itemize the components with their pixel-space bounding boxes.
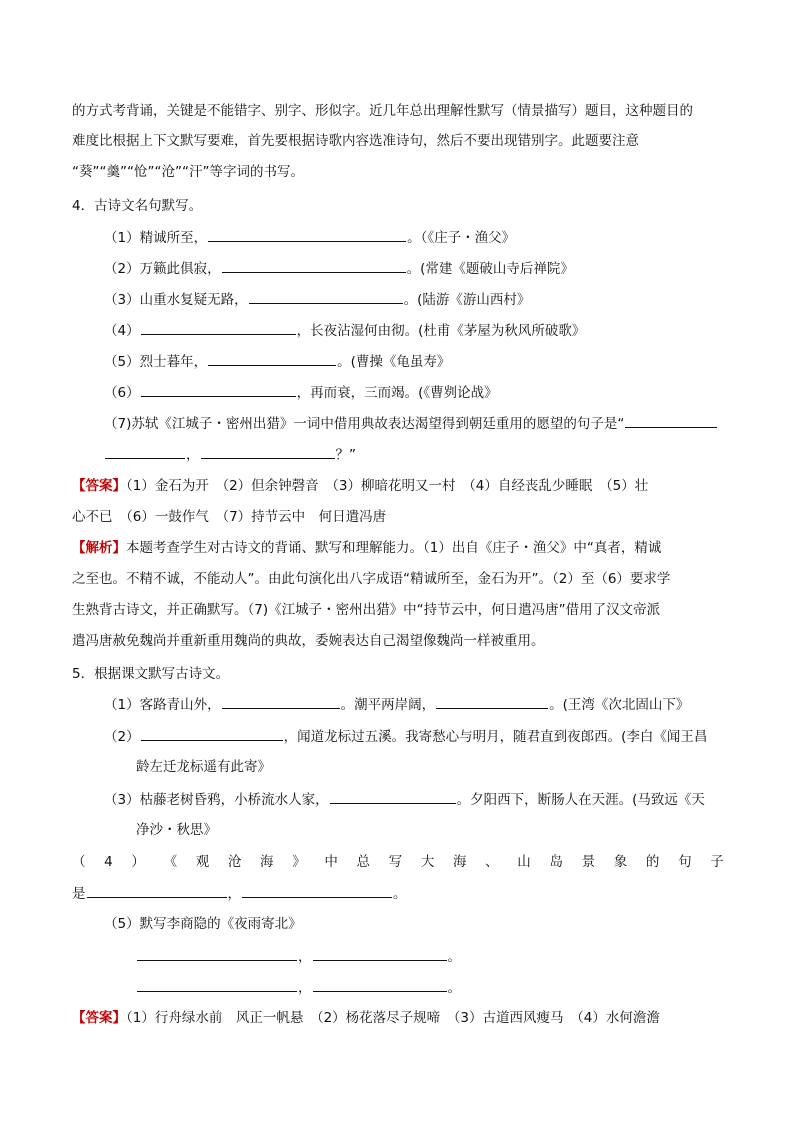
q4-item-1: （1）精诚所至， 。（《庄子・渔父》 [104, 227, 724, 248]
q5-item-5-line-1: ， 。 [136, 946, 724, 967]
q4-item-4: （4） ，长夜沾湿何由彻。(杜甫《茅屋为秋风所破歌》 [104, 320, 724, 341]
q4-analysis-line-3: 生熟背古诗文，并正确默写。（7)《江城子・密州出猎》中“持节云中，何日遣冯唐”借用了汉文帝派 [72, 602, 661, 618]
q4-answer-line-2: 心不已 （6）一鼓作气 （7）持节云中 何日遣冯唐 [72, 509, 387, 525]
justified-char: 子 [710, 854, 724, 870]
justified-char: 《 [163, 854, 178, 870]
justified-char: 岛 [549, 854, 563, 870]
justified-char: 句 [678, 854, 692, 870]
intro-line-2: 难度比根据上下文默写要难，首先要根据诗歌内容选准诗句，然后不要出现错别字。此题要注意 [72, 133, 639, 149]
fill-blank[interactable] [105, 444, 185, 459]
justified-char: 象 [613, 854, 628, 870]
justified-char: 中 [324, 854, 338, 870]
justified-char: （ [72, 854, 86, 870]
justified-char: ） [131, 854, 145, 870]
q4-answer-line-1: 【答案】（1）金石为开 （2）但余钟磬音 （3）柳暗花明又一村 （4）自经丧乱少睡眠 （5）壮 [72, 478, 649, 494]
q5-item-5-line-2: ， 。 [136, 977, 724, 998]
fill-blank[interactable] [222, 258, 406, 273]
intro-line-1: 的方式考背诵，关键是不能错字、别字、形似字。近几年总出理解性默写（情景描写）题目，这种题目的 [72, 103, 693, 119]
q5-title: 5．根据课文默写古诗文。 [72, 666, 230, 682]
fill-blank[interactable] [242, 883, 392, 898]
justified-char: 总 [356, 854, 370, 870]
fill-blank[interactable] [137, 946, 297, 961]
fill-blank[interactable] [222, 694, 340, 709]
analysis-tag: 【解析】 [72, 540, 126, 556]
justified-char: 山 [517, 854, 531, 870]
q4-item-5: （5）烈士暮年， 。(曹操《龟虽寿》 [104, 351, 724, 372]
justified-char: 的 [645, 854, 660, 870]
justified-char: 海 [452, 854, 467, 870]
intro-line-3: “葵”“羹”“怆”“沧”“汗”等字词的书写。 [72, 164, 304, 180]
justified-char: 》 [292, 854, 306, 870]
q4-item-7: （7)苏轼《江城子・密州出猎》一词中借用典故表达渴望得到朝廷重用的愿望的句子是“ [104, 413, 724, 434]
fill-blank[interactable] [137, 977, 297, 992]
answer-tag: 【答案】 [72, 478, 126, 494]
fill-blank[interactable] [208, 351, 336, 366]
justified-char: 、 [485, 854, 499, 870]
q5-item-2-cont: 龄左迁龙标遥有此寄》 [136, 759, 271, 775]
fill-blank[interactable] [201, 444, 335, 459]
fill-blank[interactable] [141, 320, 296, 335]
q5-item-4-cont: 是 ， 。 [72, 883, 724, 904]
q4-analysis-line-4: 遣冯唐赦免魏尚并重新重用魏尚的典故，委婉表达自己渴望像魏尚一样被重用。 [72, 633, 545, 649]
fill-blank[interactable] [249, 289, 403, 304]
q4-item-7-cont: ， ？” [104, 444, 724, 465]
q4-item-6: （6） ，再而衰，三而竭。(《曹刿论战》 [104, 382, 724, 403]
q4-analysis-line-1: 【解析】本题考查学生对古诗文的背诵、默写和理解能力。（1）出自《庄子・渔父》中“真者，精诚 [72, 540, 662, 556]
q5-item-2: （2） ，闻道龙标过五溪。我寄愁心与明月，随君直到夜郎西。(李白《闻王昌 [104, 726, 724, 747]
q5-answer-line-1: 【答案】（1）行舟绿水前 风正一帆悬 （2）杨花落尽子规啼 （3）古道西风瘦马 （4）水何澹澹 [72, 1010, 660, 1026]
fill-blank[interactable] [208, 227, 406, 242]
justified-char: 写 [388, 854, 403, 870]
q4-analysis-line-2: 之至也。不精不诚，不能动人”。由此句演化出八字成语“精诚所至，金石为开”。（2）至（6）要求学 [72, 571, 671, 587]
justified-char: 大 [420, 854, 435, 870]
justified-char: 4 [104, 854, 113, 870]
fill-blank[interactable] [625, 413, 717, 428]
fill-blank[interactable] [87, 883, 227, 898]
fill-blank[interactable] [330, 789, 456, 804]
justified-char: 沧 [227, 854, 242, 870]
fill-blank[interactable] [313, 946, 447, 961]
justified-char: 海 [260, 854, 274, 870]
justified-char: 观 [195, 854, 210, 870]
q4-title: 4．古诗文名句默写。 [72, 198, 203, 214]
q5-item-5-title: （5）默写李商隐的《夜雨寄北》 [104, 916, 302, 932]
justified-char: 景 [581, 854, 596, 870]
fill-blank[interactable] [141, 726, 283, 741]
q5-item-3-cont: 净沙・秋思》 [136, 822, 217, 838]
fill-blank[interactable] [436, 694, 548, 709]
q4-item-2: （2）万籁此俱寂， 。(常建《题破山寺后禅院》 [104, 258, 724, 279]
fill-blank[interactable] [313, 977, 447, 992]
q5-item-1: （1）客路青山外， 。潮平两岸阔， 。(王湾《次北固山下》 [104, 694, 724, 715]
answer-tag: 【答案】 [72, 1010, 126, 1026]
q5-item-4-justified [72, 852, 724, 872]
q4-item-3: （3）山重水复疑无路， 。(陆游《游山西村》 [104, 289, 724, 310]
q5-item-3: （3）枯藤老树昏鸦，小桥流水人家， 。夕阳西下，断肠人在天涯。(马致远《天 [104, 789, 724, 810]
fill-blank[interactable] [141, 382, 296, 397]
